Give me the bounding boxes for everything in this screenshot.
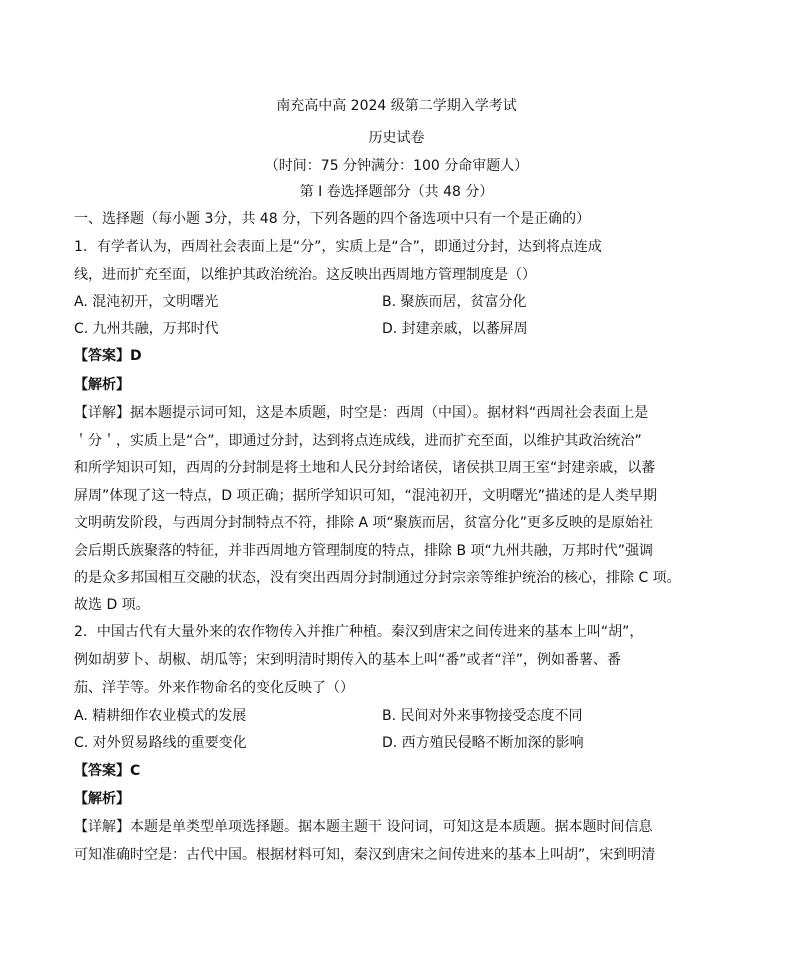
q1-stem-line1: 1．有学者认为，西周社会表面上是“分”，实质上是“合”，即通过分封，达到将点连成 bbox=[74, 239, 602, 255]
q1-detail-line: 文明萌发阶段，与西周分封制特点不符，排除 A 项“聚族而居，贫富分化”更多反映的是原始社 bbox=[74, 515, 653, 531]
q2-option-b: B. 民间对外来事物接受态度不同 bbox=[382, 708, 583, 724]
q1-detail-line: 会后期氏族聚落的特征，并非西周地方管理制度的特点，排除 B 项“九州共融，万邦时代”强调 bbox=[74, 543, 654, 559]
q2-option-d: D. 西方殖民侵略不断加深的影响 bbox=[382, 735, 584, 751]
exam-title: 南充高中高 2024 级第二学期入学考试 bbox=[276, 98, 517, 114]
q1-option-c: C. 九州共融，万邦时代 bbox=[74, 321, 219, 337]
q2-detail-line: 可知准确时空是：古代中国。根据材料可知，秦汉到唐宋之间传进来的基本上叫胡”，宋到明清 bbox=[74, 847, 656, 863]
q2-option-a: A. 精耕细作农业模式的发展 bbox=[74, 708, 247, 724]
q1-answer: 【答案】D bbox=[74, 348, 142, 364]
q2-stem-line2: 例如胡萝卜、胡椒、胡瓜等；宋到明清时期传入的基本上叫“番”或者“洋”，例如番薯、番 bbox=[74, 652, 622, 668]
q1-option-d: D. 封建亲戚，以蕃屏周 bbox=[382, 321, 528, 337]
q1-analysis-label: 【解析】 bbox=[74, 377, 130, 393]
exam-info: （时间：75 分钟满分：100 分命审题人） bbox=[264, 158, 529, 174]
q2-stem-line1: 2．中国古代有大量外来的农作物传入并推广种植。秦汉到唐宋之间传进来的基本上叫“胡”， bbox=[74, 624, 644, 640]
q2-detail-line: 【详解】本题是单类型单项选择题。据本题主题干 设问词，可知这是本质题。据本题时间信息 bbox=[74, 819, 653, 835]
section-heading: 一、选择题（每小题 3分，共 48 分，下列各题的四个备选项中只有一个是正确的） bbox=[74, 211, 591, 227]
q1-detail-line: 故选 D 项。 bbox=[74, 597, 150, 613]
q2-answer: 【答案】C bbox=[74, 763, 141, 779]
q1-option-b: B. 聚族而居，贫富分化 bbox=[382, 294, 527, 310]
q1-detail-line: ＇分＇，实质上是“合”，即通过分封，达到将点连成线，进而扩充至面，以维护其政治统治” bbox=[74, 433, 642, 449]
exam-part: 第 I 卷选择题部分（共 48 分） bbox=[299, 184, 494, 200]
q2-option-c: C. 对外贸易路线的重要变化 bbox=[74, 735, 247, 751]
q2-analysis-label: 【解析】 bbox=[74, 791, 130, 807]
q1-detail-line: 屏周”体现了这一特点，D 项正确；据所学知识可知，“混沌初开，文明曙光”描述的是人类早期 bbox=[74, 488, 657, 504]
q1-option-a: A. 混沌初开，文明曙光 bbox=[74, 294, 219, 310]
q1-detail-line: 【详解】据本题提示词可知，这是本质题，时空是：西周（中国）。据材料“西周社会表面上是 bbox=[74, 405, 649, 421]
q1-stem-line2: 线，进而扩充至面，以维护其政治统治。这反映出西周地方管理制度是（） bbox=[74, 267, 536, 283]
q1-detail-line: 的是众多邦国相互交融的状态，没有突出西周分封制通过分封宗亲等维护统治的核心，排除 C 项。 bbox=[74, 570, 681, 586]
q1-detail-line: 和所学知识可知，西周的分封制是将土地和人民分封给诸侯，诸侯拱卫周王室“封建亲戚，以蕃 bbox=[74, 460, 656, 476]
q2-stem-line3: 茄、洋芋等。外来作物命名的变化反映了（） bbox=[74, 680, 354, 696]
exam-subject: 历史试卷 bbox=[368, 130, 425, 146]
